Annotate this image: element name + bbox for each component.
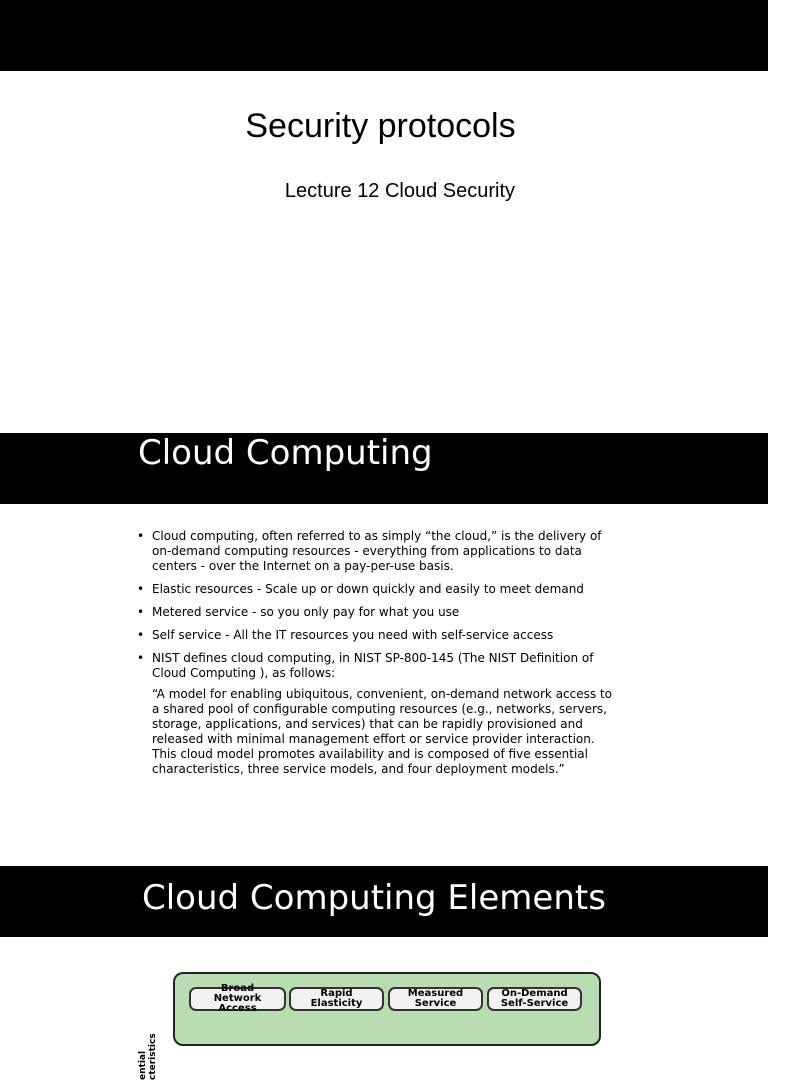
slide-heading: Cloud Computing Elements [142, 878, 606, 918]
presentation-subtitle: Lecture 12 Cloud Security [284, 180, 516, 202]
side-label-line: ential [138, 1050, 148, 1080]
slide-body [137, 529, 622, 777]
presentation-title: Security protocols [245, 107, 516, 145]
characteristic-pill [388, 987, 483, 1011]
slide-cloud-computing [0, 433, 768, 866]
pill-line: Network Access [213, 993, 262, 1014]
slide-header [0, 433, 768, 504]
slide-header [0, 866, 768, 937]
pill-line: Service [414, 998, 457, 1009]
pill-line: Broad [220, 983, 255, 994]
bullet-list [137, 529, 622, 681]
bullet-item: • NIST defines cloud computing, in NIST SP-800-145 (The NIST Definition of Cloud Computing ), as follows: [137, 651, 622, 681]
characteristic-pill [289, 987, 384, 1011]
essential-characteristics-panel [173, 972, 601, 1046]
slide-heading: Cloud Computing [138, 433, 433, 473]
bullet-item: • Metered service - so you only pay for what you use [137, 605, 622, 620]
top-black-bar [0, 0, 768, 71]
bullet-item: • Self service - All the IT resources you need with self-service access [137, 628, 622, 643]
bullet-item: • Elastic resources - Scale up or down quickly and easily to meet demand [137, 582, 622, 597]
slide-cloud-elements [0, 866, 768, 1080]
pill-line: On-Demand [501, 988, 568, 999]
diagram-side-label [138, 1033, 188, 1080]
pill-line: Measured [407, 988, 464, 999]
characteristic-pill [189, 983, 286, 1014]
slide-title [0, 0, 768, 433]
nist-quote: “A model for enabling ubiquitous, convenient, on-demand network access to a shared pool of configurable computing resources (e.g., networks, servers, storage, applications, and services) that can be rapidly provisioned and released with minimal management effort or service provider interaction. This cloud model promotes availability and is composed of five essential characteristics, three service models, and four deployment models.” [152, 687, 612, 776]
characteristic-pill [487, 987, 582, 1011]
side-label-line: cteristics [148, 1033, 158, 1080]
pill-line: Rapid [320, 988, 353, 999]
pill-line: Elasticity [310, 998, 363, 1009]
cloud-elements-diagram [138, 970, 608, 1080]
bullet-item: • Cloud computing, often referred to as simply “the cloud,” is the delivery of on-demand computing resources - everything from applications to data centers - over the Internet on a pay-per-use basis. [137, 529, 622, 574]
pill-line: Self-Service [500, 998, 569, 1009]
